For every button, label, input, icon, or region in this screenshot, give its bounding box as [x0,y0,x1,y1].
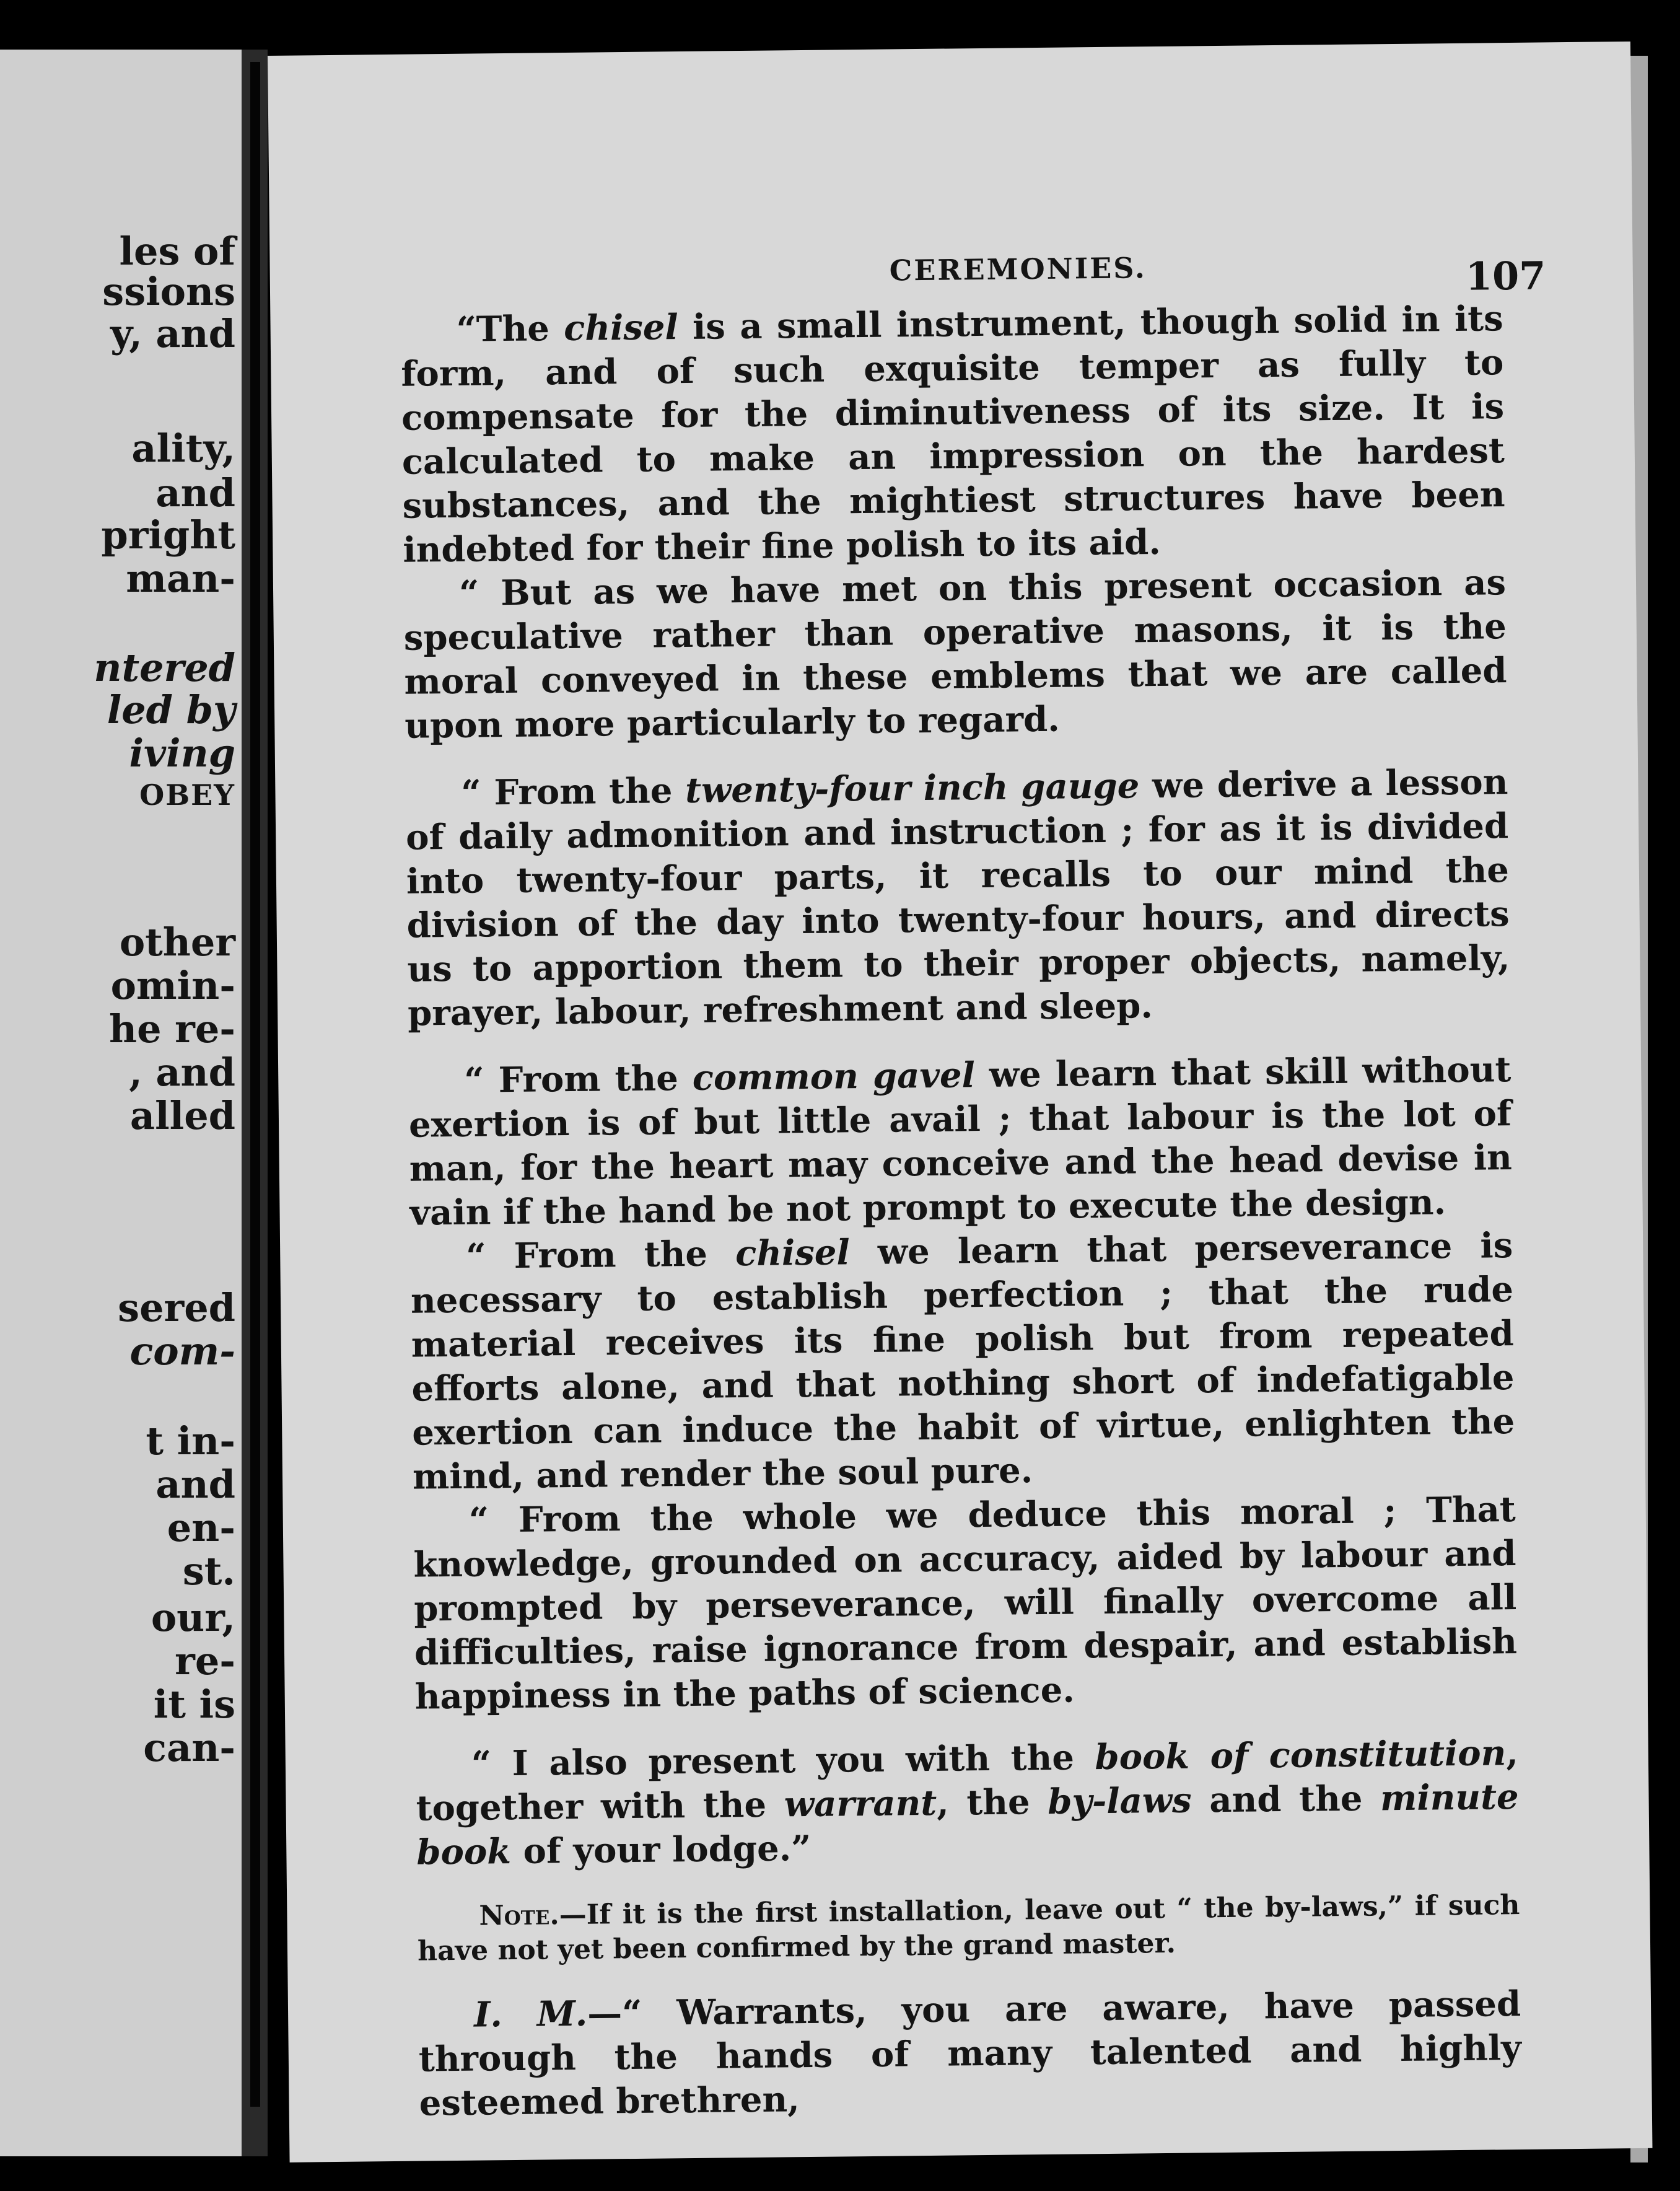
text-span: , the [936,1781,1048,1824]
left-page-fragment: can- [143,1725,235,1770]
note-paragraph [417,1888,1520,1969]
left-page-fragment: ality, [131,426,235,471]
paragraph-list [400,297,1519,1875]
italic-term: chisel [563,307,679,349]
left-page-fragment: sered [118,1285,235,1330]
text-span: “ From the whole we deduce this moral ; That knowledge, grounded on accuracy, aided by labour and prompted by perseverance, will finally overcome all difficulties, raise ignorance from despair, and establish happiness in the paths of science. [413,1489,1518,1718]
left-page-fragment: , and [129,1050,235,1095]
text-paragraph [416,1731,1520,1875]
italic-term: book of constitution [1095,1732,1507,1778]
text-span: we derive a lesson of daily admonition and instruction ; for as it is divided into twenty-four parts, it recalls to our mind the division of the day into twenty-four hours, and directs us to apportion them to their proper objects, namely, prayer, labour, refreshment and sleep. [405,762,1510,1034]
text-span: “ But as we have met on this present occasion as speculative rather than operative masons, it is the moral conveyed in these emblems that we are called upon more particularly to regard. [403,562,1507,747]
text-span: of your lodge.” [510,1827,812,1873]
left-page-fragment: ssions [102,269,235,314]
text-span: and the [1191,1778,1381,1821]
page-body [400,297,1522,2125]
left-page-fragment: alled [129,1093,235,1138]
left-page-fragment: omin- [110,963,235,1008]
italic-term: common gavel [692,1055,976,1099]
left-page [0,50,242,2156]
italic-term: twenty-four inch gauge [685,765,1140,812]
running-head: CEREMONIES. [889,251,1147,288]
note-text: —If it is the first installation, leave out “ the by-laws,” if such have not yet been confirmed by the grand master. [417,1889,1520,1967]
text-span: we learn that perseverance is necessary to establish perfection ; that the rude material receives its fine polish but from repeated efforts alone, and that nothing short of indefatigable exertion can induce the habit of virtue, enlighten the mind, and render the soul pure. [410,1225,1515,1498]
left-page-fragment: t in- [146,1418,235,1464]
text-span: we learn that skill without exertion is of but little avail ; that labour is the lot of man, for the heart may conceive and the head devise in vain if the hand be not prompt to execute the design. [408,1049,1513,1234]
italic-term: chisel [735,1232,851,1275]
right-page [268,42,1652,2162]
left-page-fragment: pright [101,512,235,558]
im-speaker: I. M. [473,1993,588,2035]
left-page-fragment: iving [129,731,235,776]
text-span: “ I also present you with the [471,1737,1095,1785]
note-label: Note. [479,1899,559,1932]
italic-term: warrant [784,1782,937,1825]
left-page-fragment: en- [167,1505,235,1550]
text-span: , together with the [416,1732,1519,1829]
italic-term: by-laws [1047,1780,1192,1822]
im-text: —“ Warrants, you are aware, have passed through the hands of many talented and highly esteemed brethren, [418,1983,1522,2124]
left-page-fragment: other [119,920,235,965]
page-number: 107 [1465,253,1546,299]
left-page-fragment: our, [151,1595,235,1640]
left-page-fragment: ntered [94,645,235,690]
left-page-fragment: man- [126,556,235,601]
text-paragraph [413,1488,1518,1719]
left-page-fragment: and [155,1462,235,1507]
left-page-fragment: y, and [110,311,235,356]
left-page-fragment: les of [119,229,235,274]
text-span: “ From the [463,1057,693,1101]
left-page-fragment: OBEY [139,778,235,812]
text-span: “ From the [461,770,686,814]
text-span: “The [456,308,564,350]
left-page-fragment: and [155,470,235,516]
text-paragraph [408,1048,1513,1236]
text-span: “ From the [465,1233,736,1277]
text-paragraph [410,1224,1515,1499]
text-paragraph [400,297,1505,573]
left-page-fragment: com- [129,1328,235,1374]
italic-term: minute book [416,1776,1519,1873]
left-page-fragment: led by [107,687,235,732]
left-page-fragment: st. [182,1548,235,1594]
im-paragraph [418,1982,1522,2126]
text-paragraph [403,561,1508,749]
left-page-fragment: he re- [109,1006,235,1052]
left-page-fragment: it is [153,1682,235,1727]
text-span: is a small instrument, though solid in its form, and of such exquisite temper as fully to compensate for the diminutiveness of its size. It is calculated to make an impression on the hardest substances, and the mightiest structures have been indebted for their fine polish to its aid. [401,298,1505,571]
spine-shadow [250,62,260,2107]
left-page-fragment: re- [175,1638,235,1684]
text-paragraph [405,760,1510,1036]
